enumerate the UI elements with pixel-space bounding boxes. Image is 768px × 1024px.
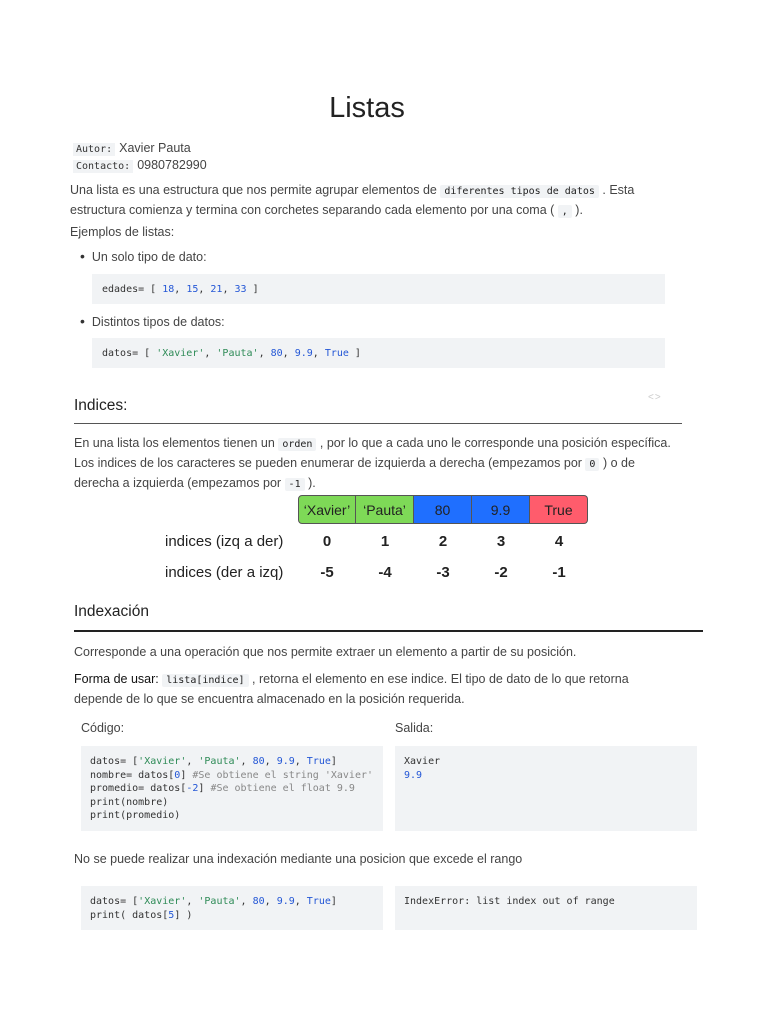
usage-label: Forma de usar: (74, 672, 159, 686)
code-text: ] (330, 896, 337, 907)
output-text: Xavier (404, 756, 441, 767)
code-number: 80 (270, 348, 283, 359)
index-table (298, 495, 588, 524)
intro-text-3: estructura comienza y termina con corchetes separando cada elemento por una coma ( (70, 203, 555, 217)
code-string: 'Xavier' (156, 348, 205, 359)
code-string: 'Pauta' (198, 756, 241, 767)
section-title-indexacion: Indexación (74, 603, 149, 620)
indices-code: -1 (285, 478, 305, 491)
index-cell: ‘Pauta’ (356, 495, 414, 524)
code-number: 33 (234, 284, 247, 295)
indices-text: ). (308, 476, 316, 490)
output-text: IndexError: list index out of range (404, 896, 615, 907)
output-number: 9.9 (404, 769, 423, 781)
intro-text-4: ). (575, 203, 583, 217)
indexacion-paragraph-1: Corresponde a una operación que nos permite extraer un elemento a partir de su posición. (74, 645, 577, 659)
row-label-left-to-right: indices (izq a der) (165, 533, 284, 550)
index-value: -3 (436, 564, 450, 581)
author-value: Xavier Pauta (119, 141, 191, 155)
section-title-indices: Indices: (74, 397, 128, 414)
code-label: Código: (81, 721, 125, 735)
row-label-right-to-left: indices (der a izq) (165, 564, 284, 581)
index-cell: ‘Xavier’ (298, 495, 356, 524)
index-value: -1 (552, 564, 566, 581)
index-cell: True (530, 495, 588, 524)
code-text: promedio= datos[ (90, 783, 187, 794)
code-text: print(nombre) (90, 796, 169, 808)
page-title: Listas (329, 92, 405, 124)
code-number: -2 (186, 783, 199, 794)
output-block-2 (395, 886, 697, 930)
code-text: datos= [ (90, 896, 139, 907)
code-text: ] ) (174, 909, 193, 921)
contact-value: 0980782990 (137, 158, 207, 172)
indices-text: Los indices de los caracteres se pueden enumerar de izquierda a derecha (empezamos por (74, 456, 582, 470)
code-string: 'Pauta' (198, 896, 241, 907)
indices-text: , por lo que a cada uno le corresponde una posición específica. (319, 436, 671, 450)
code-text: datos= [ (90, 756, 139, 767)
code-text: ] (348, 348, 361, 359)
example-code-2: datos= [ 'Xavier', 'Pauta', 80, 9.9, True ] (92, 338, 665, 368)
code-text: datos= [ (102, 348, 157, 359)
output-block-1 (395, 746, 697, 831)
code-block-2: datos= ['Xavier', 'Pauta', 80, 9.9, True] print( datos[5] ) (81, 886, 383, 930)
examples-heading: Ejemplos de listas: (70, 225, 175, 239)
indices-code: orden (278, 438, 316, 451)
intro-code-1: diferentes tipos de datos (440, 185, 599, 198)
author-line (73, 141, 191, 155)
code-text: edades= [ (102, 284, 163, 295)
code-text: ] (198, 783, 205, 794)
code-text: print(promedio) (90, 810, 181, 821)
code-number: 80 (252, 896, 265, 907)
divider (74, 630, 703, 632)
code-number: 9.9 (276, 756, 295, 767)
usage-paragraph (74, 670, 714, 708)
index-value: 4 (554, 533, 564, 550)
index-value: 2 (438, 533, 448, 550)
contact-line (73, 158, 207, 172)
index-cell: 9.9 (472, 495, 530, 524)
code-comment: #Se obtiene el float 9.9 (210, 783, 355, 794)
code-keyword: True (306, 896, 331, 907)
intro-text-2: . Esta (602, 183, 635, 197)
index-value: -4 (378, 564, 392, 581)
code-number: 9.9 (294, 348, 313, 359)
code-string: 'Xavier' (138, 756, 187, 767)
code-text: nombre= datos[ (90, 769, 175, 781)
code-number: 15 (186, 284, 199, 295)
code-keyword: True (324, 348, 349, 359)
code-number: 9.9 (276, 896, 295, 907)
code-number: 0 (174, 769, 181, 781)
intro-code-2: , (558, 205, 572, 218)
index-value: 3 (496, 533, 506, 550)
index-value: -2 (494, 564, 508, 581)
code-keyword: True (306, 756, 331, 767)
example-code-1: edades= [ 18, 15, 21, 33 ] (92, 274, 665, 304)
intro-paragraph (70, 181, 710, 221)
usage-text: depende de lo que se encuentra almacenado en la posición requerida. (74, 692, 465, 706)
contact-label: Contacto: (73, 160, 133, 173)
code-string: 'Pauta' (216, 348, 259, 359)
example-bullet-2: • Distintos tipos de datos: (80, 313, 225, 329)
index-cell: 80 (414, 495, 472, 524)
intro-text-1: Una lista es una estructura que nos permite agrupar elementos de (70, 183, 437, 197)
indices-text: derecha a izquierda (empezamos por (74, 476, 282, 490)
divider (74, 423, 682, 424)
code-number: 5 (168, 909, 175, 921)
usage-code: lista[indice] (162, 674, 248, 687)
indices-paragraph (74, 434, 714, 494)
indices-text: ) o de (602, 456, 635, 470)
code-comment: #Se obtiene el string 'Xavier' (192, 769, 374, 781)
usage-text: , retorna el elemento en ese indice. El tipo de dato de lo que retorna (252, 672, 629, 686)
code-number: 21 (210, 284, 223, 295)
code-string: 'Xavier' (138, 896, 187, 907)
index-value: -5 (320, 564, 334, 581)
indices-code: 0 (585, 458, 599, 471)
code-number: 80 (252, 756, 265, 767)
index-value: 0 (322, 533, 332, 550)
output-label: Salida: (395, 721, 434, 735)
code-icon: <> (648, 392, 662, 403)
code-text: ] (180, 769, 187, 781)
code-block-1: datos= ['Xavier', 'Pauta', 80, 9.9, True] nombre= datos[0] #Se obtiene el string 'Xavier' promedio= datos[-2] #Se obtiene el float 9.9 print(nombre) print(promedio) (81, 746, 383, 831)
author-label: Autor: (73, 143, 115, 156)
code-number: 18 (162, 284, 175, 295)
indexacion-paragraph-2: No se puede realizar una indexación mediante una posicion que excede el rango (74, 852, 523, 866)
indices-text: En una lista los elementos tienen un (74, 436, 275, 450)
code-text: ] (246, 284, 259, 295)
example-bullet-1: • Un solo tipo de dato: (80, 248, 207, 264)
index-value: 1 (380, 533, 390, 550)
code-text: ] (330, 756, 337, 767)
code-text: print( datos[ (90, 909, 169, 921)
